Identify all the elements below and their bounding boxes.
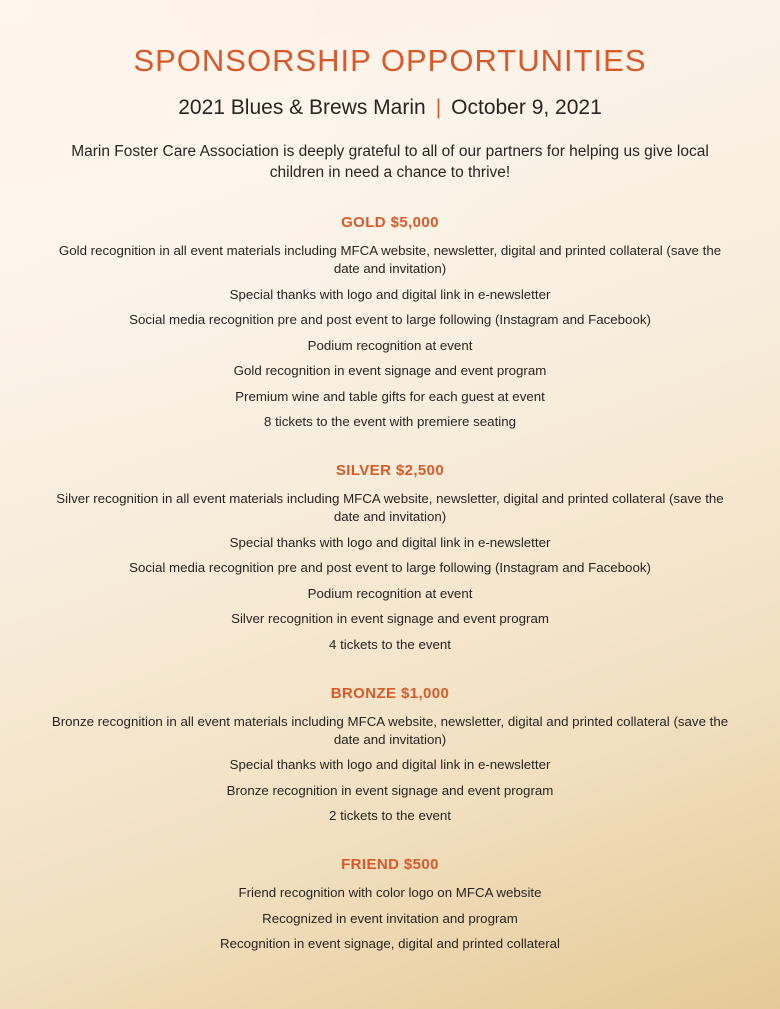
intro-text: Marin Foster Care Association is deeply grateful to all of our partners for helping us give local children in need a chance to thrive!: [71, 143, 709, 181]
benefit-item: Recognition in event signage, digital and printed collateral: [219, 936, 561, 951]
tier-heading: FRIEND $500: [341, 856, 439, 873]
benefit-item: 4 tickets to the event: [329, 636, 451, 652]
event-date: October 9, 2021: [451, 96, 602, 119]
benefit-item: Bronze recognition in all event materials including MFCA website, newsletter, digital and printed collateral (save the date and invitation): [51, 713, 729, 747]
tier-section: [0, 462, 780, 654]
benefit-item: Recognized in event invitation and program: [262, 910, 518, 926]
benefit-item: Podium recognition at event: [307, 585, 473, 601]
benefit-item: Special thanks with logo and digital link in e-newsletter: [229, 757, 551, 772]
tier-section: [0, 214, 780, 431]
benefit-item: 8 tickets to the event with premiere seating: [263, 414, 517, 429]
page-title: SPONSORSHIP OPPORTUNITIES: [133, 43, 647, 78]
tier-heading: GOLD $5,000: [341, 214, 439, 231]
benefit-item: 2 tickets to the event: [329, 808, 451, 823]
event-subtitle: [0, 95, 780, 121]
benefit-item: Special thanks with logo and digital link in e-newsletter: [229, 286, 551, 302]
benefit-item: Special thanks with logo and digital link in e-newsletter: [229, 534, 551, 550]
tier-heading: BRONZE $1,000: [330, 684, 450, 702]
benefit-item: Premium wine and table gifts for each guest at event: [235, 388, 545, 404]
benefit-item: Silver recognition in event signage and event program: [231, 611, 549, 626]
benefit-item: Social media recognition pre and post event to large following (Instagram and Facebook): [129, 312, 651, 327]
event-name: 2021 Blues & Brews Marin: [178, 96, 426, 119]
benefit-item: Silver recognition in all event materials including MFCA website, newsletter, digital and printed collateral (save the date and invitation): [56, 491, 724, 524]
title-separator: |: [435, 96, 442, 119]
benefit-item: Bronze recognition in event signage and event program: [226, 782, 554, 798]
benefit-item: Friend recognition with color logo on MFCA website: [238, 885, 542, 900]
tier-section: [0, 685, 780, 826]
benefit-item: Social media recognition pre and post event to large following (Instagram and Facebook): [129, 560, 651, 575]
sponsorship-tiers: [0, 214, 780, 953]
tier-heading: SILVER $2,500: [335, 462, 445, 479]
tier-section: [0, 856, 780, 953]
benefit-item: Gold recognition in all event materials including MFCA website, newsletter, digital and printed collateral (save the date and invitation): [58, 243, 722, 276]
benefit-item: Gold recognition in event signage and event program: [233, 363, 547, 378]
benefit-item: Podium recognition at event: [307, 337, 473, 353]
